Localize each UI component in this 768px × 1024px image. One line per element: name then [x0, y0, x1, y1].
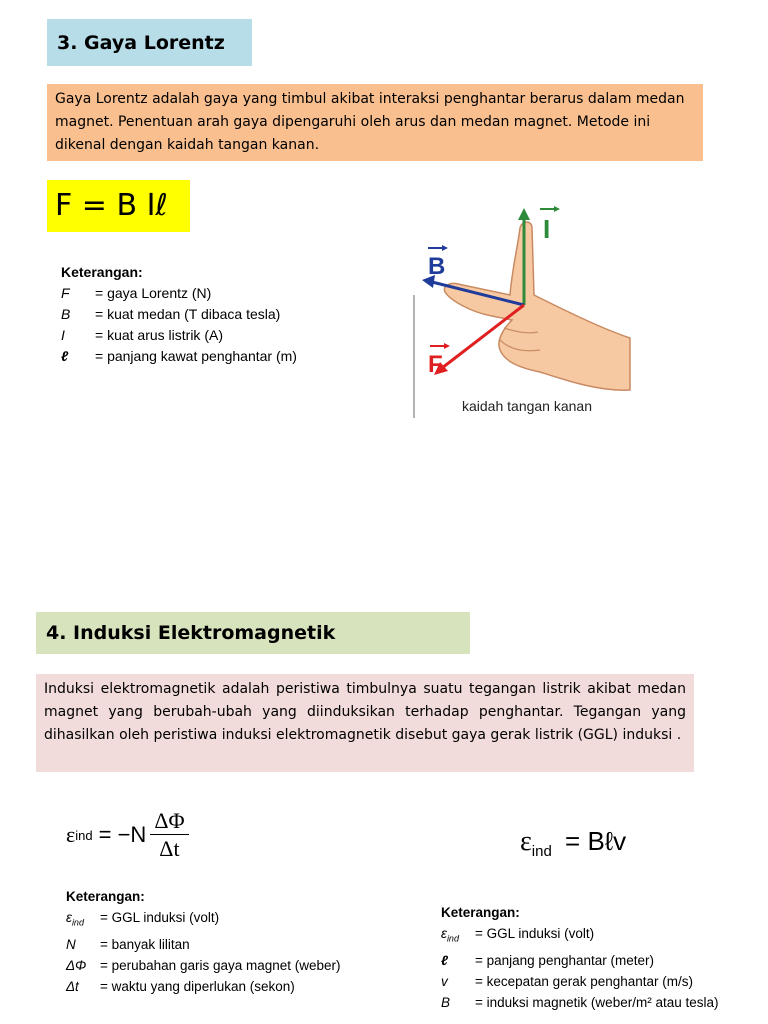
section4-heading-text: 4. Induksi Elektromagnetik — [46, 622, 336, 644]
formula1-fraction — [150, 808, 188, 863]
legend-row-F — [61, 283, 297, 304]
legend-symbol: ΔΦ — [66, 957, 87, 973]
legend-symbol: B — [61, 306, 71, 322]
legend-text: = banyak lilitan — [100, 936, 190, 952]
legend-symbol: Δt — [66, 978, 79, 994]
legend-text: = kuat medan (T dibaca tesla) — [95, 306, 281, 322]
legend-row-l — [61, 346, 297, 367]
section4-description-text: Induksi elektromagnetik adalah peristiwa timbulnya suatu tegangan listrik akibat medan magnet yang berubah-ubah yang diinduksikan terhadap penghantar. Tegangan yang dihasilkan oleh peristiwa induksi elektromagnetik disebut gaya gerak listrik (GGL) induksi . — [44, 681, 686, 743]
label-I: I — [543, 214, 551, 244]
legend-symbol: v — [441, 973, 448, 989]
formula2-rhs: = Bℓv — [565, 826, 627, 856]
legend2-row-B — [441, 992, 718, 1013]
section3-legend — [61, 262, 297, 367]
formula2-epsilon: ε — [520, 826, 532, 857]
section3-description — [47, 84, 703, 161]
section4-legend2 — [441, 902, 718, 1013]
legend-symbol: N — [66, 936, 76, 952]
legend-row-B — [61, 304, 297, 325]
legend2-title: Keterangan: — [441, 905, 520, 920]
right-hand-rule-diagram — [400, 200, 660, 425]
legend-symbol: ε — [66, 910, 72, 925]
induction-formula-faraday — [66, 804, 189, 866]
legend-text: = panjang kawat penghantar (m) — [95, 348, 297, 364]
legend-text: = GGL induksi (volt) — [475, 926, 595, 941]
formula2-sub: ind — [531, 843, 552, 861]
legend-symbol: B — [441, 994, 451, 1010]
legend-text: = kuat arus listrik (A) — [95, 327, 223, 343]
section3-description-text: Gaya Lorentz adalah gaya yang timbul akibat interaksi penghantar berarus dalam medan magnet. Penentuan arah gaya dipengaruhi oleh arus dan medan magnet. Metode ini dikenal dengan kaidah tangan kanan. — [55, 91, 685, 153]
lorentz-formula-text: F = B Iℓ — [55, 188, 168, 223]
section3-heading — [47, 19, 252, 66]
legend2-row-v — [441, 971, 718, 992]
legend-text: = perubahan garis gaya magnet (weber) — [100, 957, 341, 973]
legend-text: = panjang penghantar (meter) — [475, 952, 654, 968]
hand-illustration — [444, 222, 630, 390]
label-F: F — [428, 351, 443, 378]
legend1-row-dphi — [66, 955, 341, 976]
legend-text: = induksi magnetik (weber/m² atau tesla) — [475, 994, 719, 1010]
diagram-caption: kaidah tangan kanan — [462, 398, 592, 414]
section3-legend-title: Keterangan: — [61, 264, 143, 280]
legend-row-I — [61, 325, 297, 346]
formula1-epsilon: ε — [66, 822, 76, 847]
legend-symbol-sub: ind — [71, 917, 84, 928]
legend-symbol: ε — [441, 926, 447, 941]
section3-heading-text: 3. Gaya Lorentz — [57, 31, 225, 54]
legend1-row-epsilon — [66, 907, 341, 934]
legend-symbol: I — [61, 327, 65, 343]
legend-text: = gaya Lorentz (N) — [95, 285, 212, 301]
legend2-row-epsilon — [441, 923, 718, 950]
legend-symbol: F — [61, 285, 70, 301]
formula1-sub: ind — [75, 827, 93, 843]
legend-text: = GGL induksi (volt) — [100, 910, 220, 925]
legend-text: = kecepatan gerak penghantar (m/s) — [475, 973, 694, 989]
label-B: B — [428, 253, 446, 280]
formula1-eq: = −N — [98, 822, 147, 847]
legend1-title: Keterangan: — [66, 889, 145, 904]
legend2-row-l — [441, 950, 718, 971]
legend1-row-dt — [66, 976, 341, 997]
section4-legend1 — [66, 886, 341, 997]
legend-symbol-sub: ind — [446, 933, 459, 944]
legend1-row-N — [66, 934, 341, 955]
lorentz-formula — [47, 180, 190, 232]
legend-text: = waktu yang diperlukan (sekon) — [100, 978, 295, 994]
legend-symbol: ℓ — [441, 952, 448, 968]
induction-formula-motional — [520, 826, 626, 860]
current-arrowhead — [518, 208, 530, 220]
section4-description — [36, 674, 694, 772]
formula1-denominator: Δt — [159, 835, 180, 861]
legend-symbol: ℓ — [61, 348, 69, 364]
section4-heading — [36, 612, 470, 654]
formula1-numerator: ΔΦ — [150, 808, 188, 835]
